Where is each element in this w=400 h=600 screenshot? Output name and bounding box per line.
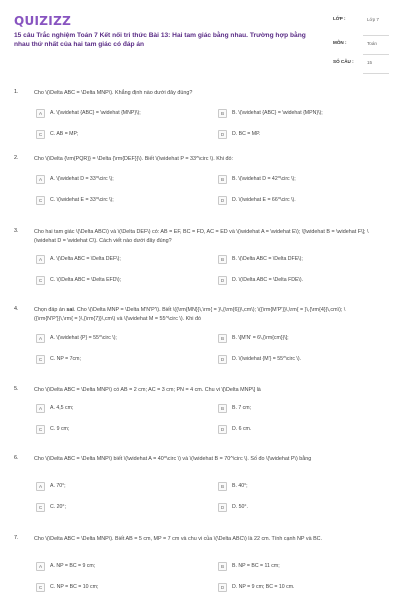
- document-title: 15 câu Trắc nghiệm Toán 7 Kết nối tri thức Bài 13: Hai tam giác bằng nhau. Trường hợp bằng nhau thứ nhất của hai tam giác có đáp án: [14, 32, 306, 49]
- question-list: [0, 84, 400, 600]
- option-letter: B: [218, 562, 227, 571]
- question-item: [0, 455, 400, 535]
- answer-option-c[interactable]: [36, 355, 201, 367]
- option-letter: C: [36, 276, 45, 285]
- option-text: C. NP = 7cm;: [50, 356, 81, 362]
- question-text: Cho \(\Delta {\rm{PQR}} = \Delta {\rm{DEF}}\). Biết \(\widehat P = 33^\circ \). Khi đó:: [34, 156, 233, 162]
- question-text: Cho \(\Delta ABC = \Delta MNP\). Biết AB = 5 cm, MP = 7 cm và chu vi của \(\Delta ABC\) là 22 cm. Tính cạnh NP và BC.: [34, 536, 323, 542]
- option-text: B. \(\Delta ABC = \Delta DFE\);: [232, 256, 303, 262]
- option-text: B. \[M'N' = 6\,{\rm{cm}}\];: [232, 335, 289, 341]
- option-text: A. \(\widehat {P} = 55^\circ \);: [50, 335, 117, 341]
- question-number: 4.: [14, 306, 19, 312]
- option-text: C. \(\widehat E = 33^\circ \);: [50, 197, 114, 203]
- option-letter: D: [218, 425, 227, 434]
- option-letter: C: [36, 355, 45, 364]
- question-number: 6.: [14, 455, 19, 461]
- question-text: [34, 306, 384, 323]
- question-text: Cho \(\Delta ABC = \Delta MNP\) biết \(\widehat A = 40^\circ \) và \(\widehat B = 70^\circ \). Số đo \(\widehat P\) bằng: [34, 456, 312, 462]
- answer-option-a[interactable]: [36, 255, 201, 267]
- option-letter: C: [36, 583, 45, 592]
- option-letter: A: [36, 175, 45, 184]
- question-item: [0, 155, 400, 228]
- meta-row-subject: [333, 37, 389, 56]
- option-text: D. \(\widehat E = 66^\circ \).: [232, 197, 296, 203]
- option-letter: B: [218, 482, 227, 491]
- question-text: Cho \(\Delta ABC = \Delta MNP\). Khẳng định nào dưới đây đúng?: [34, 90, 193, 96]
- answer-option-d[interactable]: [218, 276, 383, 288]
- answer-option-c[interactable]: [36, 196, 201, 208]
- option-text: B. \(\widehat {ABC} = \widehat {MPN}\);: [232, 110, 323, 116]
- meta-label: SỐ CÂU :: [333, 59, 354, 64]
- question-number: 5.: [14, 386, 19, 392]
- meta-label: LỚP :: [333, 16, 346, 21]
- option-text: B. \(\widehat D = 42^\circ \);: [232, 176, 296, 182]
- question-text: Cho hai tam giác \(\Delta ABC\) và \(\Delta DEF\) có: AB = EF, BC = FD, AC = ED và \(\widehat A = \widehat E\); \[\widehat B = \widehat F\]; \(\widehat D = \widehat C\). Cách viết nào dưới đây đúng?: [34, 229, 369, 244]
- answer-option-d[interactable]: [218, 196, 383, 208]
- answer-option-d[interactable]: [218, 355, 383, 367]
- option-letter: D: [218, 276, 227, 285]
- meta-panel: [333, 13, 389, 75]
- question-number: 3.: [14, 228, 19, 234]
- answer-option-b[interactable]: [218, 109, 383, 121]
- meta-label: MÔN :: [333, 40, 347, 45]
- option-letter: B: [218, 334, 227, 343]
- option-letter: B: [218, 175, 227, 184]
- answer-option-c[interactable]: [36, 276, 201, 288]
- meta-underline: [363, 35, 389, 36]
- answer-option-b[interactable]: [218, 334, 383, 346]
- answer-option-d[interactable]: [218, 503, 383, 515]
- question-item: [0, 386, 400, 455]
- answer-option-b[interactable]: [218, 404, 383, 416]
- option-text: B. NP = BC = 11 cm;: [232, 563, 280, 569]
- option-text: A. 70°;: [50, 483, 66, 489]
- answer-option-d[interactable]: [218, 425, 383, 437]
- option-letter: A: [36, 109, 45, 118]
- answer-option-b[interactable]: [218, 175, 383, 187]
- question-text-emphasis: sai: [66, 307, 74, 313]
- answer-option-a[interactable]: [36, 562, 201, 574]
- meta-underline: [363, 54, 389, 55]
- answer-option-a[interactable]: [36, 175, 201, 187]
- answer-option-c[interactable]: [36, 503, 201, 515]
- meta-value: 15: [367, 60, 373, 65]
- option-letter: A: [36, 482, 45, 491]
- option-letter: D: [218, 355, 227, 364]
- question-item: [0, 228, 400, 306]
- option-letter: A: [36, 255, 45, 264]
- option-text: C. AB = MP;: [50, 131, 79, 137]
- option-letter: D: [218, 583, 227, 592]
- question-item: [0, 535, 400, 600]
- meta-row-count: [333, 56, 389, 75]
- option-text: A. NP = BC = 9 cm;: [50, 563, 96, 569]
- question-text-lead: Chọn đáp án: [34, 307, 67, 313]
- option-text: D. NP = 9 cm; BC = 10 cm.: [232, 584, 295, 590]
- option-text: D. BC = MP.: [232, 131, 261, 137]
- option-text: C. 9 cm;: [50, 426, 70, 432]
- question-number: 1.: [14, 89, 19, 95]
- question-text: Cho \(\Delta ABC = \Delta MNP\) có AB = 2 cm; AC = 3 cm; PN = 4 cm. Chu vi \[\Delta MNP\] là: [34, 387, 261, 393]
- answer-option-d[interactable]: [218, 583, 383, 595]
- option-letter: B: [218, 255, 227, 264]
- option-text: B. 7 cm;: [232, 405, 252, 411]
- question-text-rest: . Cho \(\Delta MNP = \Delta M'N'P'\). Biết \({\rm{MN}}\,\rm{ = }\,{\rm{6}}\,cm\); \({\rm{M'P'}}\,\rm{ = }\,{\rm{4}}\,cm\); \({\rm{N'P'}}\,\rm{ = }\,{\rm{7}}\,cm\) và \(\widehat M = 55^\circ \). Khi đó: [34, 307, 346, 322]
- option-letter: C: [36, 196, 45, 205]
- meta-row-class: [333, 13, 389, 37]
- answer-option-a[interactable]: [36, 334, 201, 346]
- option-text: C. 20°;: [50, 504, 66, 510]
- answer-option-a[interactable]: [36, 109, 201, 121]
- option-text: D. 6 cm.: [232, 426, 252, 432]
- meta-value: Lớp 7: [367, 17, 379, 22]
- option-letter: B: [218, 109, 227, 118]
- answer-option-b[interactable]: [218, 482, 383, 494]
- answer-option-a[interactable]: [36, 482, 201, 494]
- option-letter: B: [218, 404, 227, 413]
- option-text: C. NP = BC = 10 cm;: [50, 584, 99, 590]
- option-text: A. 4,5 cm;: [50, 405, 74, 411]
- option-text: A. \(\Delta ABC = \Delta DEF\);: [50, 256, 121, 262]
- meta-underline: [363, 73, 389, 74]
- answer-option-b[interactable]: [218, 255, 383, 267]
- option-text: A. \(\widehat D = 33^\circ \);: [50, 176, 114, 182]
- option-text: B. 40°;: [232, 483, 248, 489]
- option-letter: A: [36, 404, 45, 413]
- question-number: 7.: [14, 535, 19, 541]
- option-text: A. \(\widehat {ABC} = \widehat {MNP}\);: [50, 110, 141, 116]
- option-letter: A: [36, 562, 45, 571]
- question-item: [0, 306, 400, 386]
- answer-option-c[interactable]: [36, 583, 201, 595]
- quizizz-logo: QUIZIZZ: [14, 14, 72, 28]
- option-text: C. \(\Delta ABC = \Delta EFD\);: [50, 277, 122, 283]
- document-header: [0, 0, 400, 70]
- answer-option-c[interactable]: [36, 425, 201, 437]
- option-letter: D: [218, 503, 227, 512]
- answer-option-a[interactable]: [36, 404, 201, 416]
- option-letter: C: [36, 130, 45, 139]
- option-text: D. \(\Delta ABC = \Delta FDE\).: [232, 277, 304, 283]
- option-letter: C: [36, 503, 45, 512]
- option-letter: A: [36, 334, 45, 343]
- option-letter: C: [36, 425, 45, 434]
- meta-value: Toán: [367, 41, 377, 46]
- option-letter: D: [218, 196, 227, 205]
- question-number: 2.: [14, 155, 19, 161]
- answer-option-c[interactable]: [36, 130, 201, 142]
- answer-option-b[interactable]: [218, 562, 383, 574]
- option-text: D. 50°.: [232, 504, 248, 510]
- option-letter: D: [218, 130, 227, 139]
- answer-option-d[interactable]: [218, 130, 383, 142]
- question-item: [0, 84, 400, 155]
- option-text: D. \(\widehat {M'} = 55^\circ \).: [232, 356, 302, 362]
